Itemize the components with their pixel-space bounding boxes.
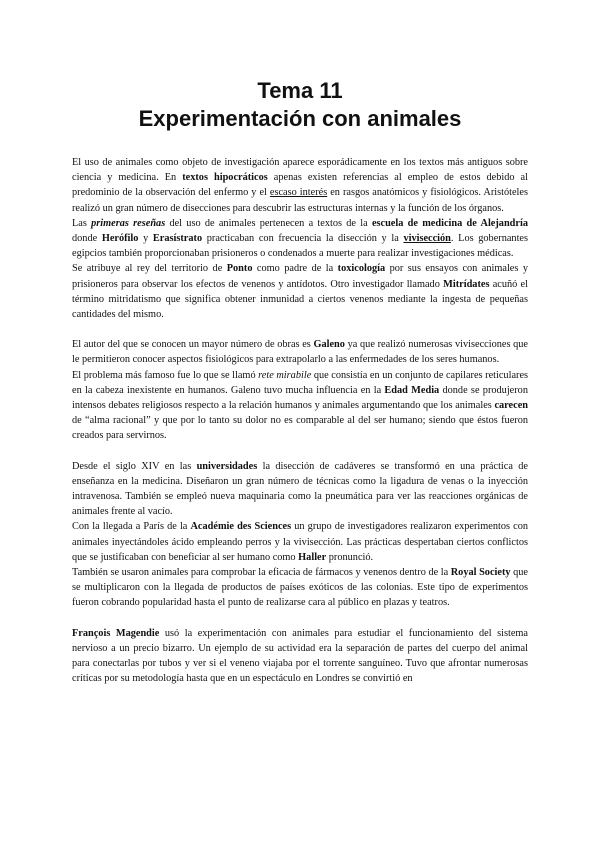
text-run: apenas existen referencias al empleo de estos debido al predominio de la observación del enfermo y el xyxy=(72,172,528,199)
text-run: de “alma racional” y que por lo tanto su dolor no es comparable al del ser humano; siendo que éstos fueron creados para servirnos. xyxy=(72,415,528,442)
text-run: Con la llegada a París de la xyxy=(72,521,191,533)
text-run: Se atribuye al rey del territorio de xyxy=(72,263,227,275)
text-run: toxicología xyxy=(337,263,386,275)
text-run: y xyxy=(138,233,153,245)
text-run: del uso de animales pertenecen a textos de la xyxy=(165,217,372,229)
text-run: Haller xyxy=(298,551,327,563)
text-run: en rasgos anatómicos y fisiológicos. Aristóteles realizó un gran número de disecciones para descubrir las estructuras internas y la función de los órganos. xyxy=(72,187,528,214)
text-run: François Magendie xyxy=(72,627,160,639)
text-run: donde xyxy=(72,233,102,245)
text-run: practicaban con frecuencia la disección y la xyxy=(202,233,404,245)
text-run: Edad Media xyxy=(384,384,440,396)
text-run: la disección de cadáveres se transformó en una práctica de enseñanza en la medicina. Diseñaron un gran número de técnicas como la ligadura de venas o la inyección intravenosa. También se empleó nueva maquinaria como la pneumática para ver las reacciones orgánicas de animales frente al vacío. xyxy=(72,460,529,518)
text-run: que consistía en un conjunto de capilares reticulares en la cabeza inexistente en humanos. Galeno tuvo mucha influencia en la xyxy=(72,369,529,396)
text-run: escuela de medicina de Alejandría xyxy=(371,217,528,229)
text-run: escaso interés xyxy=(269,187,328,199)
text-run: por sus ensayos con animales y prisioneros para observar los efectos de venenos y antídotos. Otro investigador llamado xyxy=(72,263,528,290)
page-title-line1: Tema 11 xyxy=(257,78,343,103)
text-run: Académie des Sciences xyxy=(190,521,292,533)
text-run: como padre de la xyxy=(252,263,338,275)
section-4 xyxy=(72,626,528,687)
text-run: pronunció. xyxy=(326,551,374,563)
text-run: Ponto xyxy=(226,263,253,275)
text-run: Galeno xyxy=(313,339,345,351)
text-run: Herófilo xyxy=(101,233,139,245)
text-run: primeras reseñas xyxy=(91,217,166,229)
text-run: Desde el siglo XIV en las xyxy=(72,460,197,472)
text-run: un grupo de investigadores realizaron experimentos con animales inyectándoles ácido empleando perros y la vivisección. Las prácticas despertaban ciertos conflictos que se justificaban con beneficiar al ser humano como xyxy=(72,521,528,563)
text-run: vivisección xyxy=(403,233,451,245)
text-run: que se multiplicaron con la llegada de productos de países exóticos de las colonias. Este tipo de experimentos fueron cobrando popularidad hasta el punto de realizarse cara al público en plazas y teatros. xyxy=(72,567,528,609)
text-run: El autor del que se conocen un mayor número de obras es xyxy=(72,339,314,351)
section-2 xyxy=(72,337,528,443)
text-run: textos hipocráticos xyxy=(182,172,268,184)
text-run: . Los gobernantes egipcios también proporcionaban prisioneros o condenados a muerte para realizar investigaciones médicas. xyxy=(72,233,529,260)
text-run: acuñó el término mitridatismo que significa obtener inmunidad a ciertos venenos mediante la ingesta de pequeñas cantidades del mismo. xyxy=(72,278,528,321)
text-run: También se usaron animales para comprobar la eficacia de fármacos y venenos dentro de la xyxy=(72,567,451,579)
text-run: carecen xyxy=(494,400,528,412)
page-title-line2: Experimentación con animales xyxy=(138,106,462,131)
text-run: usó la experimentación con animales para estudiar el funcionamiento del sistema nervioso a un precio bizarro. Un ejemplo de su actividad era la separación de partes del cuerpo del animal para conectarlas por tubos y ver si el veneno viajaba por el torrente sanguíneo. Tuvo que afrontar numerosas críticas por su metodología hasta que en un espectáculo en Londres se convirtió en xyxy=(72,627,528,685)
text-run: El uso de animales como objeto de investigación aparece esporádicamente en los textos más antiguos sobre ciencia y medicina. En xyxy=(72,157,528,184)
text-run: universidades xyxy=(196,460,258,472)
text-run: donde se produjeron intensos debates religiosos respecto a la relación humanos y animales argumentando que los animales xyxy=(72,384,528,412)
text-run: Erasístrato xyxy=(152,233,203,245)
text-run: Royal Society xyxy=(450,567,511,579)
section-1 xyxy=(72,155,528,322)
section-3 xyxy=(72,459,528,611)
text-run: Mitrídates xyxy=(443,278,490,290)
text-run: El problema más famoso fue lo que se llamó xyxy=(72,369,259,381)
text-run: rete mirabile xyxy=(258,369,312,381)
text-run: Las xyxy=(72,217,92,229)
text-run: ya que realizó numerosas vivisecciones que le permitieron conocer aspectos fisiológicos para extrapolarlo a las enfermedades de los seres humanos. xyxy=(72,339,528,366)
